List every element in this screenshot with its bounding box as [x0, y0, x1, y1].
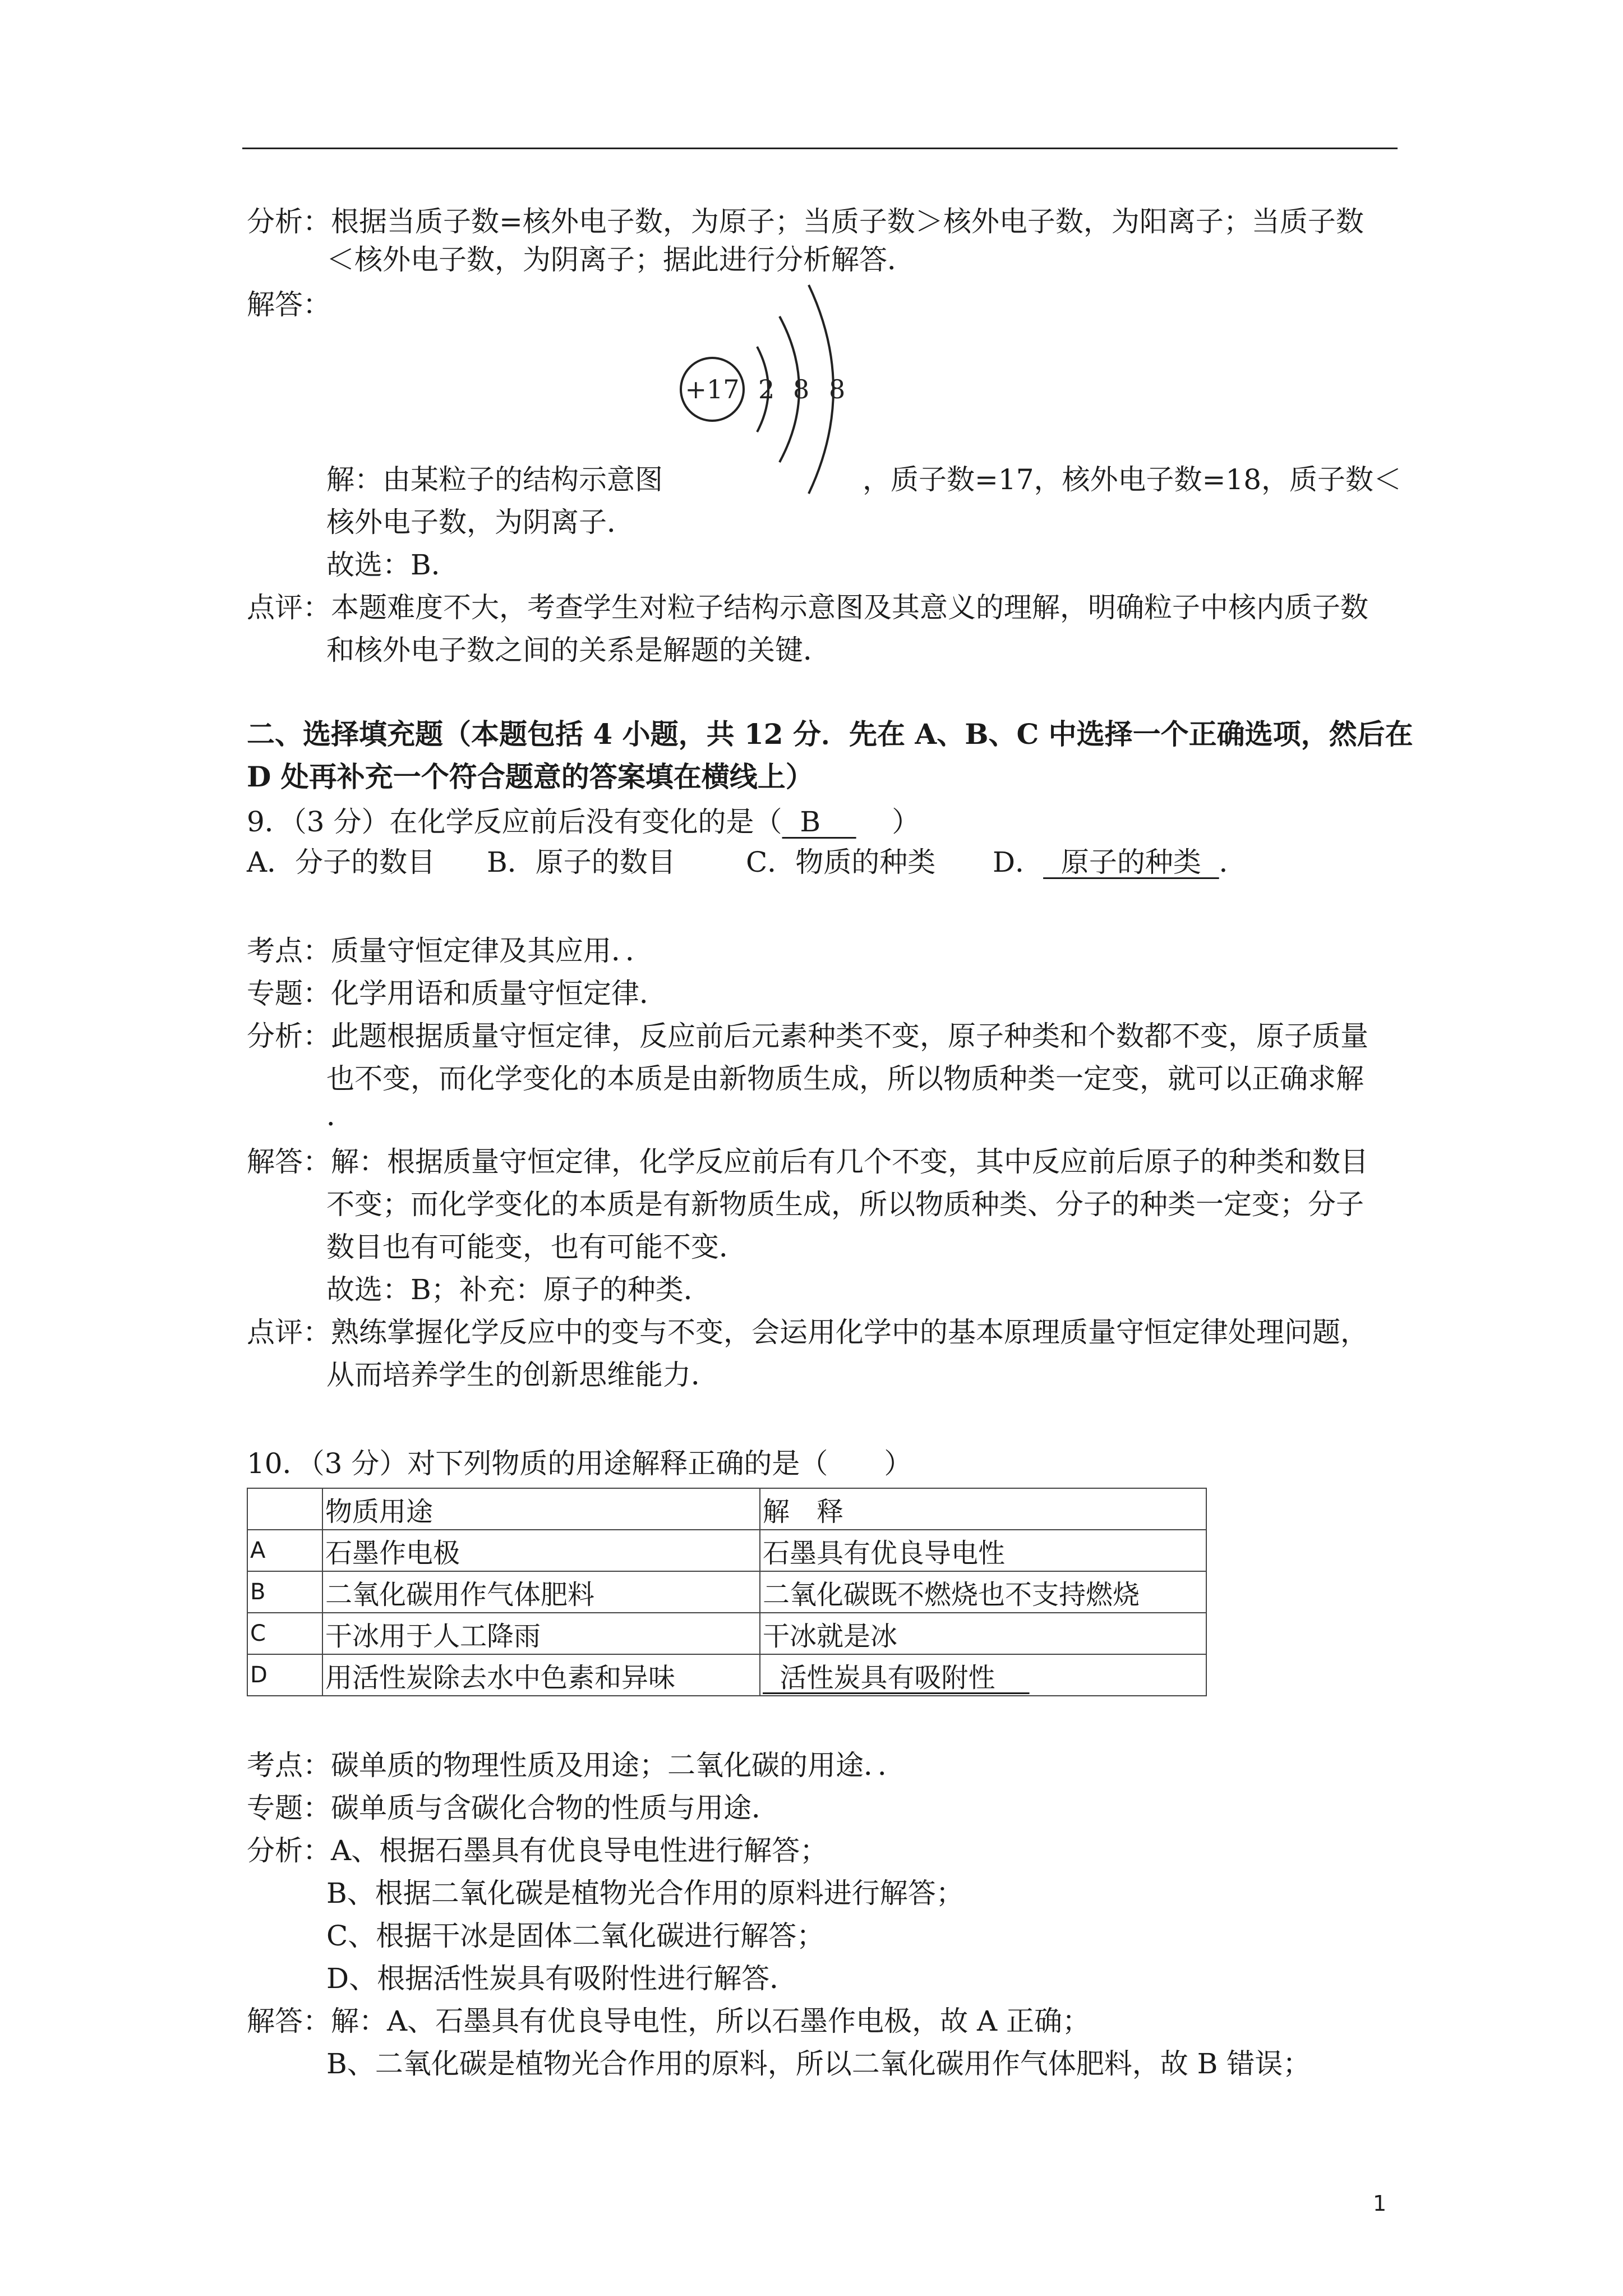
q9-option-d-end: ．: [1219, 846, 1247, 878]
shell-electrons-2: 8: [793, 374, 810, 404]
page-number: 1: [1373, 2191, 1387, 2216]
comment-text: 熟练掌握化学反应中的变与不变，会运用化学中的基本原理质量守恒定律处理问题，: [331, 1316, 1368, 1349]
q8-solution-line2: 核外电子数，为阴离子．: [326, 506, 635, 539]
q9-option-d: [993, 848, 1247, 876]
table-header-cell: [247, 1488, 322, 1530]
q10-analysis-line2: B、根据二氧化碳是植物光合作用的原料进行解答；: [326, 1877, 964, 1910]
q9-stem-pre: 9．（3 分）在化学反应前后没有变化的是（: [247, 806, 782, 838]
q10-answer-line1: [247, 2007, 1090, 2035]
table-cell-explanation: [760, 1654, 1206, 1696]
q9-option-d-fill: 原子的种类: [1043, 846, 1219, 878]
table-row: [247, 1654, 1206, 1696]
kaodian-text: 质量守恒定律及其应用．．: [331, 935, 653, 967]
answer-text: 解：A、石墨具有优良导电性，所以石墨作电极，故 A 正确；: [331, 2005, 1091, 2037]
kaodian-label: 考点：: [247, 1749, 331, 1782]
comment-label: 点评：: [247, 1316, 331, 1349]
q9-answer-line2: 不变；而化学变化的本质是有新物质生成，所以物质种类、分子的种类一定变；分子: [326, 1188, 1364, 1221]
section2-heading-line1: 二、选择填充题（本题包括 4 小题，共 12 分．先在 A、B、C 中选择一个正确选项，然后在: [247, 717, 1413, 751]
shell-electrons-1: 2: [758, 374, 775, 404]
q9-option-a: A．分子的数目: [247, 846, 436, 878]
q9-comment-line1: [247, 1316, 1368, 1349]
q8-analysis-line2: ＜核外电子数，为阴离子；据此进行分析解答．: [326, 243, 915, 276]
table-cell-explanation: 石墨具有优良导电性: [760, 1530, 1206, 1571]
kaodian-label: 考点：: [247, 935, 331, 967]
q9-answer-line3: 数目也有可能变，也有可能不变．: [326, 1231, 747, 1263]
table-cell-use: 用活性炭除去水中色素和异味: [322, 1654, 760, 1696]
comment-label: 点评：: [247, 591, 331, 624]
table-cell-option: C: [247, 1613, 322, 1654]
q8-solution-post: ，质子数=17，核外电子数=18，质子数＜: [863, 463, 1402, 496]
table-row: [247, 1530, 1206, 1571]
table-cell-explanation: 干冰就是冰: [760, 1613, 1206, 1654]
kaodian-text: 碳单质的物理性质及用途；二氧化碳的用途．．: [331, 1749, 906, 1782]
fill-in-answer: 活性炭具有吸附性: [763, 1662, 1030, 1694]
table-cell-use: 二氧化碳用作气体肥料: [322, 1571, 760, 1613]
table-header-cell: 物质用途: [322, 1488, 760, 1530]
q8-comment-line2: 和核外电子数之间的关系是解题的关键．: [326, 634, 831, 666]
q9-answer-line1: [247, 1145, 1368, 1178]
q10-kaodian: [247, 1749, 906, 1782]
q10-zhuanti: [247, 1794, 780, 1822]
answer-text: 解：根据质量守恒定律，化学反应前后有几个不变，其中反应前后原子的种类和数目: [331, 1145, 1368, 1178]
q10-table: [247, 1488, 1207, 1696]
q10-stem: 10．（3 分）对下列物质的用途解释正确的是（ ）: [247, 1447, 912, 1480]
q9-analysis-line3: ．: [326, 1099, 354, 1132]
q10-answer-line2: B、二氧化碳是植物光合作用的原料，所以二氧化碳用作气体肥料，故 B 错误；: [326, 2047, 1311, 2080]
zhuanti-text: 化学用语和质量守恒定律．: [331, 977, 667, 1010]
q9-option-b: B．原子的数目: [487, 846, 676, 878]
analysis-text: 根据当质子数=核外电子数，为原子；当质子数＞核外电子数，为阳离子；当质子数: [331, 205, 1364, 238]
table-header-row: [247, 1488, 1206, 1530]
answer-label: 解答：: [247, 1145, 331, 1178]
table-cell-explanation: 二氧化碳既不燃烧也不支持燃烧: [760, 1571, 1206, 1613]
q9-stem: [247, 808, 920, 836]
q9-analysis-line2: 也不变，而化学变化的本质是由新物质生成，所以物质种类一定变，就可以正确求解: [326, 1062, 1364, 1095]
table-row: [247, 1571, 1206, 1613]
q9-kaodian: [247, 937, 653, 965]
header-rule: [242, 148, 1398, 149]
q9-comment-line2: 从而培养学生的创新思维能力．: [326, 1359, 719, 1391]
q8-answer-label: 解答：: [247, 288, 331, 321]
analysis-label: 分析：: [247, 205, 331, 238]
q9-answer-blank: B: [782, 806, 856, 838]
table-cell-use: 石墨作电极: [322, 1530, 760, 1571]
analysis-label: 分析：: [247, 1834, 331, 1867]
answer-label: 解答：: [247, 2005, 331, 2037]
q10-analysis-line4: D、根据活性炭具有吸附性进行解答．: [326, 1962, 798, 1995]
analysis-label: 分析：: [247, 1020, 331, 1052]
q9-analysis-line1: [247, 1022, 1368, 1050]
q8-analysis-line1: [247, 205, 1364, 238]
table-cell-option: D: [247, 1654, 322, 1696]
shell-electrons-3: 8: [829, 374, 846, 404]
q9-answer-line4: 故选：B；补充：原子的种类．: [326, 1273, 712, 1306]
atomic-structure-diagram: [673, 280, 858, 499]
table-cell-option: A: [247, 1530, 322, 1571]
comment-text: 本题难度不大，考查学生对粒子结构示意图及其意义的理解，明确粒子中核内质子数: [331, 591, 1368, 624]
analysis-text: A、根据石墨具有优良导电性进行解答；: [331, 1834, 828, 1867]
zhuanti-text: 碳单质与含碳化合物的性质与用途．: [331, 1792, 780, 1824]
zhuanti-label: 专题：: [247, 977, 331, 1010]
q10-analysis-line3: C、根据干冰是固体二氧化碳进行解答；: [326, 1920, 825, 1952]
q9-option-c: C．物质的种类: [746, 846, 936, 878]
nucleus-charge: +17: [685, 374, 740, 404]
analysis-text: 此题根据质量守恒定律，反应前后元素种类不变，原子种类和个数都不变，原子质量: [331, 1020, 1368, 1052]
q9-zhuanti: [247, 977, 667, 1010]
q9-option-d-label: D．: [993, 846, 1044, 878]
q8-solution-pre: 解：由某粒子的结构示意图: [326, 463, 663, 496]
section2-heading-line2: D 处再补充一个符合题意的答案填在横线上）: [247, 760, 814, 793]
q10-analysis-line1: [247, 1834, 828, 1867]
table-row: [247, 1613, 1206, 1654]
q9-stem-post: ）: [856, 806, 920, 838]
table-header-cell: 解 释: [760, 1488, 1206, 1530]
zhuanti-label: 专题：: [247, 1792, 331, 1824]
q8-comment-line1: [247, 593, 1368, 622]
table-cell-option: B: [247, 1571, 322, 1613]
q8-choice: 故选：B．: [326, 549, 459, 581]
table-cell-use: 干冰用于人工降雨: [322, 1613, 760, 1654]
